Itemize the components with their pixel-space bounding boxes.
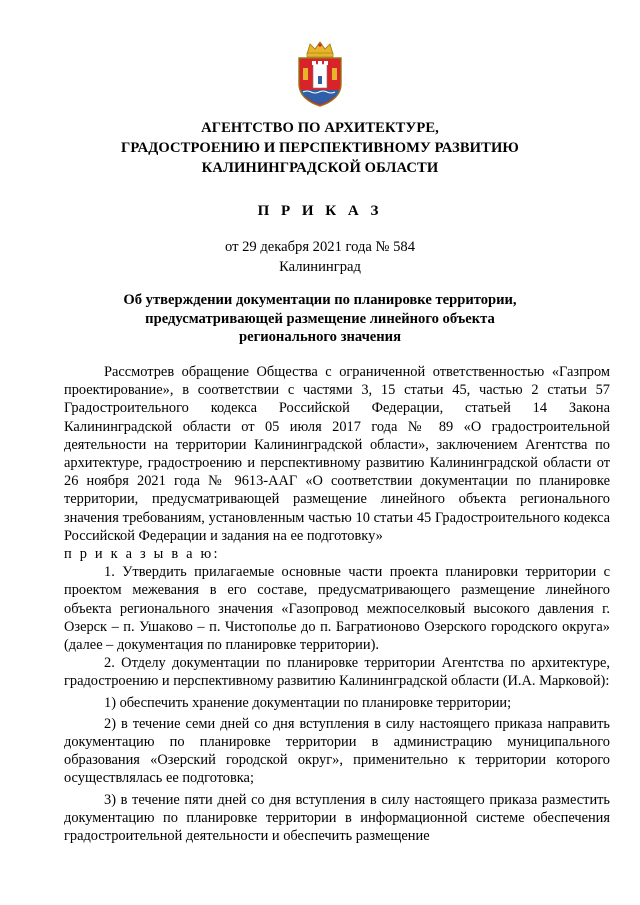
document-body <box>64 363 610 845</box>
city-name: Калининград <box>279 259 361 275</box>
agency-line-1: АГЕНТСТВО ПО АРХИТЕКТУРЕ, <box>201 120 439 136</box>
intro-paragraph: Рассмотрев обращение Общества с ограниченной ответственностью «Газпром проектирование», в соответствии с частями 3, 15 статьи 45, частью 2 статьи 57 Градостроительного кодекса Российской Федерации, статьей 14 Закона Калининградской области от 05 июля 2017 года № 89 «О градостроительной деятельности на территории Калининградской области», заключением Агентства по архитектуре, градостроению и перспективному развитию Калининградской области от 26 ноября 2021 года № 9613-ААГ «О соответствии документации по планировке территории, предусматривающей размещение линейного объекта регионального значения требованиям, установленным частью 10 статьи 45 Градостроительного кодекса Российской Федерации и задания на ее подготовку» <box>64 364 610 544</box>
document-type-title: П Р И К А З <box>257 203 383 219</box>
subject-line-3: регионального значения <box>239 329 401 345</box>
item-1-paragraph: 1. Утвердить прилагаемые основные части проекта планировки территории с проектом межевания в его составе, предусматривающего размещение линейного объекта регионального значения «Газопровод межпоселковый высокого давления г. Озерск – п. Ушаково – п. Чистополье до п. Багратионово Озерского городского округа» (далее – документация по планировке территории). <box>64 564 610 654</box>
coat-of-arms-icon <box>293 40 347 108</box>
agency-line-3: КАЛИНИНГРАДСКОЙ ОБЛАСТИ <box>201 160 439 176</box>
agency-line-2: ГРАДОСТРОЕНИЮ И ПЕРСПЕКТИВНОМУ РАЗВИТИЮ <box>121 140 519 156</box>
date-number-line: от 29 декабря 2021 года № 584 <box>224 239 416 255</box>
date-block <box>0 237 640 277</box>
order-word: п р и к а з ы в а ю: <box>64 546 220 563</box>
document-subject <box>0 291 640 347</box>
subitem-3-paragraph: 3) в течение пяти дней со дня вступления в силу настоящего приказа разместить документацию по планировке территории в информационной системе обеспечения градостроительной деятельности и обеспечить размещение <box>64 791 610 845</box>
subject-line-1: Об утверждении документации по планировке территории, <box>123 292 517 308</box>
subject-line-2: предусматривающей размещение линейного объекта <box>145 310 495 327</box>
item-2-paragraph: 2. Отделу документации по планировке территории Агентства по архитектуре, градостроению и перспективному развитию Калининградской области (И.А. Марковой): <box>64 655 610 690</box>
subitem-1-paragraph: 1) обеспечить хранение документации по планировке территории; <box>104 694 512 711</box>
subitem-2-paragraph: 2) в течение семи дней со дня вступления в силу настоящего приказа направить документацию по планировке территории в администрацию муниципального образования «Озерский городской округ», применительно к территории которого осуществлялась ее подготовка; <box>64 715 610 787</box>
agency-name <box>0 118 640 178</box>
